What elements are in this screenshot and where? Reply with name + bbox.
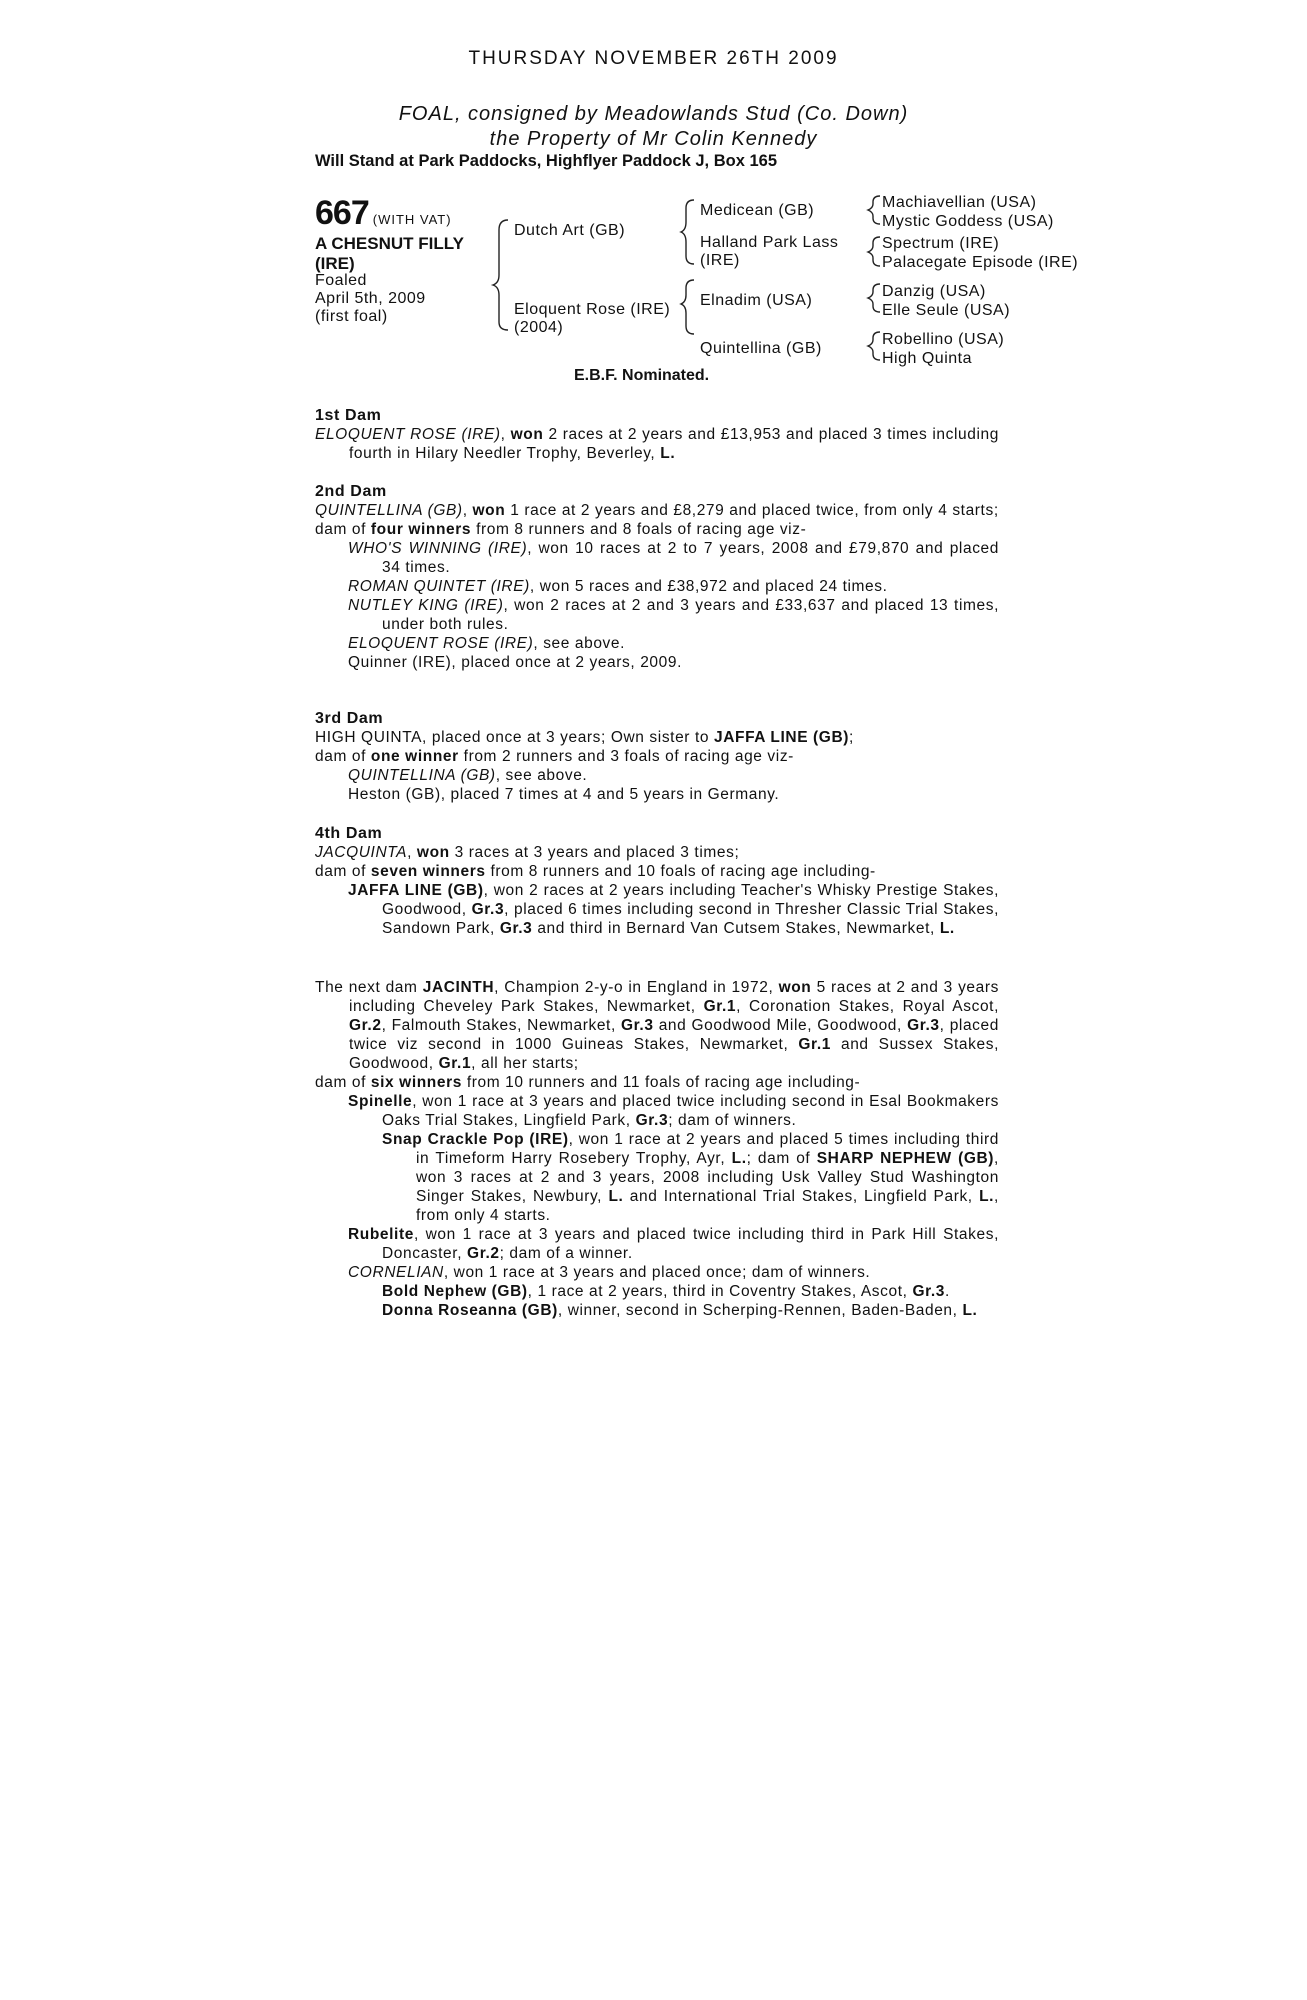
sire-dam-dam: Palacegate Episode (IRE) (882, 254, 1079, 271)
produce-item: ELOQUENT ROSE (IRE), see above. (348, 635, 626, 652)
produce-summary: dam of seven winners from 8 runners and 10 foals of racing age including- (315, 863, 876, 880)
consignor-line: FOAL, consigned by Meadowlands Stud (Co. Down) (398, 103, 909, 125)
dam-year: (2004) (514, 319, 564, 336)
section-heading: 2nd Dam (315, 483, 387, 500)
won-label: won (472, 502, 506, 519)
fourth-dam-text: JACQUINTA, won 3 races at 3 years and placed 3 times; (315, 844, 740, 861)
horse-name-line-2: (IRE) (315, 254, 355, 273)
dam-sire: Elnadim (USA) (700, 292, 813, 309)
produce-item: CORNELIAN, won 1 race at 3 years and placed once; dam of winners. (348, 1264, 871, 1281)
brace-g3-1 (868, 196, 880, 224)
produce-item: Donna Roseanna (GB), winner, second in Scherping-Rennen, Baden-Baden, L. (382, 1302, 978, 1319)
dam-dam-dam: High Quinta (882, 350, 972, 367)
dam-name: ELOQUENT ROSE (IRE) (315, 426, 501, 443)
dam-sire-sire: Danzig (USA) (882, 283, 986, 300)
pedigree-braces (0, 0, 1307, 400)
sire-sire-dam: Mystic Goddess (USA) (882, 213, 1054, 230)
second-dam-section (315, 482, 999, 672)
foal-note: (first foal) (315, 308, 388, 325)
produce-summary: dam of six winners from 10 runners and 11 foals of racing age including- (315, 1074, 861, 1091)
produce-item: Spinelle, won 1 race at 3 years and placed twice including second in Esal Bookmakers Oaks Trial Stakes, Lingfield Park, Gr.3; dam of winners. (348, 1093, 999, 1129)
produce-summary: dam of four winners from 8 runners and 8 foals of racing age viz- (315, 521, 807, 538)
sire-dam (700, 234, 838, 270)
third-dam-section (315, 709, 999, 804)
produce-item: Snap Crackle Pop (IRE), won 1 race at 2 years and placed 5 times including third in Timeform Harry Rosebery Trophy, Ayr, L.; dam of SHARP NEPHEW (GB), won 3 races at 2 and 3 years, 2008 including Usk Valley Stud Washington Singer Stakes, Newbury, L. and International Trial Stakes, Lingfield Park, L., from only 4 starts. (382, 1131, 999, 1224)
brace-sire (681, 200, 694, 264)
section-heading: 1st Dam (315, 407, 382, 424)
brace-gen1 (493, 220, 508, 330)
section-heading: 3rd Dam (315, 710, 384, 727)
dam-sire-dam: Elle Seule (USA) (882, 302, 1011, 319)
sire-dam-line-2: (IRE) (700, 252, 740, 269)
stabling-line: Will Stand at Park Paddocks, Highflyer Paddock J, Box 165 (315, 152, 777, 170)
lot-number: 667 (315, 194, 369, 232)
produce-item: NUTLEY KING (IRE), won 2 races at 2 and 3 years and £33,637 and placed 13 times, under both rules. (348, 597, 999, 633)
sister-name: JAFFA LINE (GB) (714, 729, 850, 746)
next-dam-text: The next dam JACINTH, Champion 2-y-o in England in 1972, won 5 races at 2 and 3 years including Cheveley Park Stakes, Newmarket, Gr.1, Coronation Stakes, Royal Ascot, Gr.2, Falmouth Stakes, Newmarket, Gr.3 and Goodwood Mile, Goodwood, Gr.3, placed twice viz second in 1000 Guineas Stakes, Newmarket, Gr.1 and Sussex Stakes, Goodwood, Gr.1, all her starts; (315, 979, 999, 1072)
dam (514, 301, 670, 337)
produce-item: ROMAN QUINTET (IRE), won 5 races and £38,972 and placed 24 times. (348, 578, 888, 595)
produce-item: JAFFA LINE (GB), won 2 races at 2 years including Teacher's Whisky Prestige Stakes, Goodwood, Gr.3, placed 6 times including second in Thresher Classic Trial Stakes, Sandown Park, Gr.3 and third in Bernard Van Cutsem Stakes, Newmarket, L. (348, 882, 999, 937)
dam-dam-sire: Robellino (USA) (882, 331, 1005, 348)
brace-g3-3 (868, 284, 880, 312)
next-dam-section (315, 978, 999, 1320)
vat-note: (WITH VAT) (372, 212, 452, 227)
sire-sire-sire: Machiavellian (USA) (882, 194, 1037, 211)
brace-g3-2 (868, 237, 880, 266)
foaled-date: April 5th, 2009 (315, 290, 426, 307)
sire-sire: Medicean (GB) (700, 202, 815, 219)
third-dam-text: HIGH QUINTA, placed once at 3 years; Own sister to JAFFA LINE (GB); (315, 729, 854, 746)
race-record: 2 races at 2 years and £13,953 and placed 3 times including fourth in Hilary Needler Trophy, Beverley, (349, 426, 999, 462)
foaled-label: Foaled (315, 272, 367, 289)
first-dam-text: ELOQUENT ROSE (IRE), won 2 races at 2 years and £13,953 and placed 3 times including fourth in Hilary Needler Trophy, Beverley, L. (315, 426, 999, 462)
produce-item: Rubelite, won 1 race at 3 years and placed twice including third in Park Hill Stakes, Doncaster, Gr.2; dam of a winner. (348, 1226, 999, 1262)
produce-item: Heston (GB), placed 7 times at 4 and 5 years in Germany. (348, 786, 780, 803)
dam-name: Eloquent Rose (IRE) (514, 301, 671, 318)
produce-item: WHO'S WINNING (IRE), won 10 races at 2 to 7 years, 2008 and £79,870 and placed 34 times. (348, 540, 999, 576)
sire-dam-line-1: Halland Park Lass (700, 234, 839, 251)
brace-g3-4 (868, 332, 880, 360)
fourth-dam-section (315, 824, 999, 938)
sire-dam-sire: Spectrum (IRE) (882, 235, 1000, 252)
won-label: won (510, 426, 544, 443)
property-line: the Property of Mr Colin Kennedy (489, 128, 818, 150)
second-dam-text: QUINTELLINA (GB), won 1 race at 2 years and £8,279 and placed twice, from only 4 starts; (315, 502, 999, 519)
produce-item: Quinner (IRE), placed once at 2 years, 2009. (348, 654, 682, 671)
sale-date: THURSDAY NOVEMBER 26TH 2009 (468, 48, 839, 69)
sire: Dutch Art (GB) (514, 222, 626, 239)
first-dam-section (315, 406, 999, 463)
produce-item: QUINTELLINA (GB), see above. (348, 767, 588, 784)
section-heading: 4th Dam (315, 825, 383, 842)
brace-dam (681, 280, 694, 334)
race-record: 1 race at 2 years and £8,279 and placed twice, from only 4 starts; (510, 502, 999, 519)
horse-name-line-1: A CHESNUT FILLY (315, 234, 464, 253)
produce-summary: dam of one winner from 2 runners and 3 foals of racing age viz- (315, 748, 794, 765)
produce-item: Bold Nephew (GB), 1 race at 2 years, third in Coventry Stakes, Ascot, Gr.3. (382, 1283, 950, 1300)
grade: L. (660, 445, 676, 462)
dam-dam: Quintellina (GB) (700, 340, 822, 357)
ebf-nominated: E.B.F. Nominated. (574, 367, 710, 384)
dam-name: QUINTELLINA (GB) (315, 502, 463, 519)
